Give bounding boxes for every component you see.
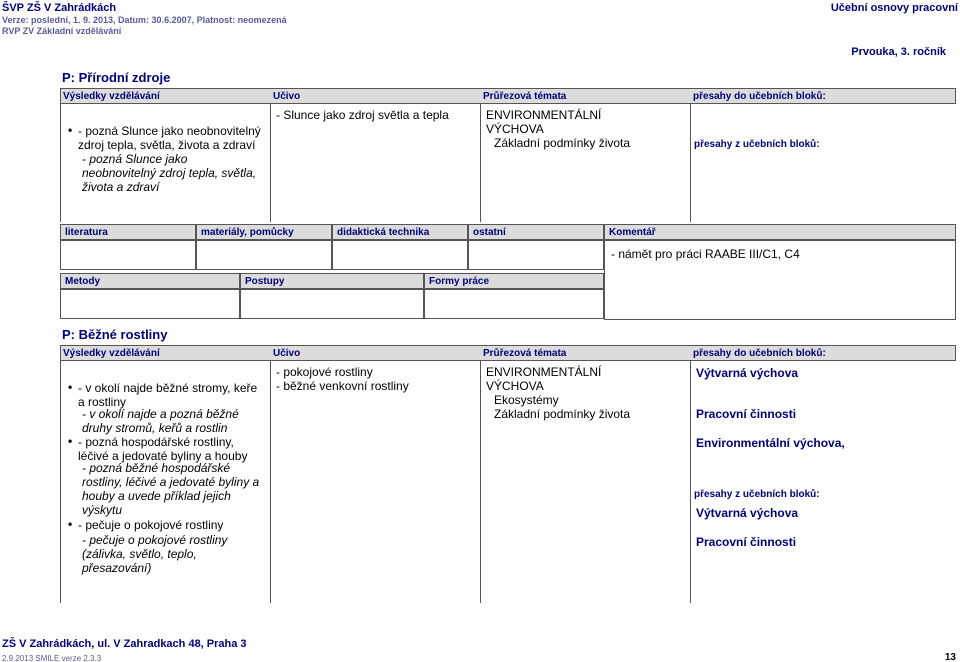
section1-cross-topics: ENVIRONMENTÁLNÍ VÝCHOVA Základní podmínky života (486, 108, 631, 150)
comment-text: - námět pro práci RAABE III/C1, C4 (611, 247, 800, 261)
col-curriculum: Učivo (273, 91, 301, 102)
col-cross: Průřezová témata (483, 348, 567, 359)
comment-header: Komentář (604, 224, 956, 240)
rvp-info: RVP ZV Základní vzdělávání (2, 26, 122, 36)
subject-grade: Prvouka, 3. ročník (851, 46, 946, 58)
bullet: • (68, 517, 73, 531)
literature-box (60, 240, 196, 270)
col-curriculum: Učivo (273, 348, 301, 359)
bullet: • (68, 123, 73, 137)
outcome-houseplants-detail: - pečuje o pokojové rostliny (zálivka, světlo, teplo, přesazování) (82, 533, 228, 575)
overlap-to-work: Pracovní činnosti (696, 407, 797, 421)
section-title-common-plants: P: Běžné rostliny (62, 327, 168, 342)
overlap-from-work: Pracovní činnosti (696, 535, 797, 549)
methods-header: Metody (60, 273, 240, 289)
section2-curriculum: - pokojové rostliny - běžné venkovní rostliny (276, 365, 409, 393)
forms-header: Formy práce (424, 273, 604, 289)
didactic-header: didaktická technika (332, 224, 468, 240)
outcome-crops-detail: - pozná běžné hospodářské rostliny, léčivé a jedovaté byliny a houby a uvede příklad jejich výskytu (82, 461, 260, 517)
other-header: ostatní (468, 224, 604, 240)
materials-header: materiály, pomůcky (196, 224, 332, 240)
other-box (468, 240, 604, 270)
didactic-box (332, 240, 468, 270)
overlap-to-environment: Environmentální výchova, (696, 436, 845, 450)
section2-cross-topics: ENVIRONMENTÁLNÍ VÝCHOVA Ekosystémy Základní podmínky života (486, 365, 631, 421)
section2-column-headers (60, 345, 956, 361)
procedures-box (240, 289, 424, 319)
outcome-trees-detail: - v okolí najde a pozná běžné druhy stromů, keřů a rostlin (82, 407, 239, 435)
section1-overlap-from: přesahy z učebních bloků: (694, 139, 820, 150)
literature-header: literatura (60, 224, 196, 240)
footer-version: 2.9.2013 SMILE verze 2.3.3 (2, 654, 102, 662)
section-title-natural-resources: P: Přírodní zdroje (62, 70, 171, 85)
footer-school-address: ZŠ V Zahrádkách, ul. V Zahradkach 48, Praha 3 (2, 638, 247, 650)
col-outcomes: Výsledky vzdělávání (63, 348, 160, 359)
bullet: • (68, 434, 73, 448)
section1-outcome: - pozná Slunce jako neobnovitelný zdroj tepla, světla, života a zdraví (78, 124, 261, 152)
materials-box (196, 240, 332, 270)
section2-overlap-from-label: přesahy z učebních bloků: (694, 489, 820, 500)
comment-box (604, 240, 956, 320)
bullet: • (68, 380, 73, 394)
document-type: Učební osnovy pracovní (830, 2, 958, 14)
overlap-from-art: Výtvarná výchova (696, 506, 799, 520)
col-cross: Průřezová témata (483, 91, 567, 102)
overlap-to-art: Výtvarná výchova (696, 366, 799, 380)
outcome-houseplants: - pečuje o pokojové rostliny (78, 518, 224, 532)
forms-box (424, 289, 604, 319)
page-number: 13 (944, 652, 956, 662)
version-info: Verze: poslední, 1. 9. 2013, Datum: 30.6.2007, Platnost: neomezená (2, 15, 287, 25)
outcome-trees: - v okolí najde běžné stromy, keře a rostliny (78, 381, 258, 409)
section1-outcome-detail: - pozná Slunce jako neobnovitelný zdroj tepla, světla, života a zdraví (82, 152, 257, 194)
document-header (2, 2, 287, 37)
section1-column-headers (60, 88, 956, 104)
outcome-crops: - pozná hospodářské rostliny, léčivé a jedovaté byliny a houby (78, 435, 248, 463)
procedures-header: Postupy (240, 273, 424, 289)
section1-curriculum: - Slunce jako zdroj světla a tepla (276, 108, 449, 122)
col-outcomes: Výsledky vzdělávání (63, 91, 160, 102)
col-overlap-to: přesahy do učebních bloků: (693, 91, 826, 102)
methods-box (60, 289, 240, 319)
col-overlap-to: přesahy do učebních bloků: (693, 348, 826, 359)
school-program-title: ŠVP ZŠ V Zahrádkách (2, 2, 117, 14)
